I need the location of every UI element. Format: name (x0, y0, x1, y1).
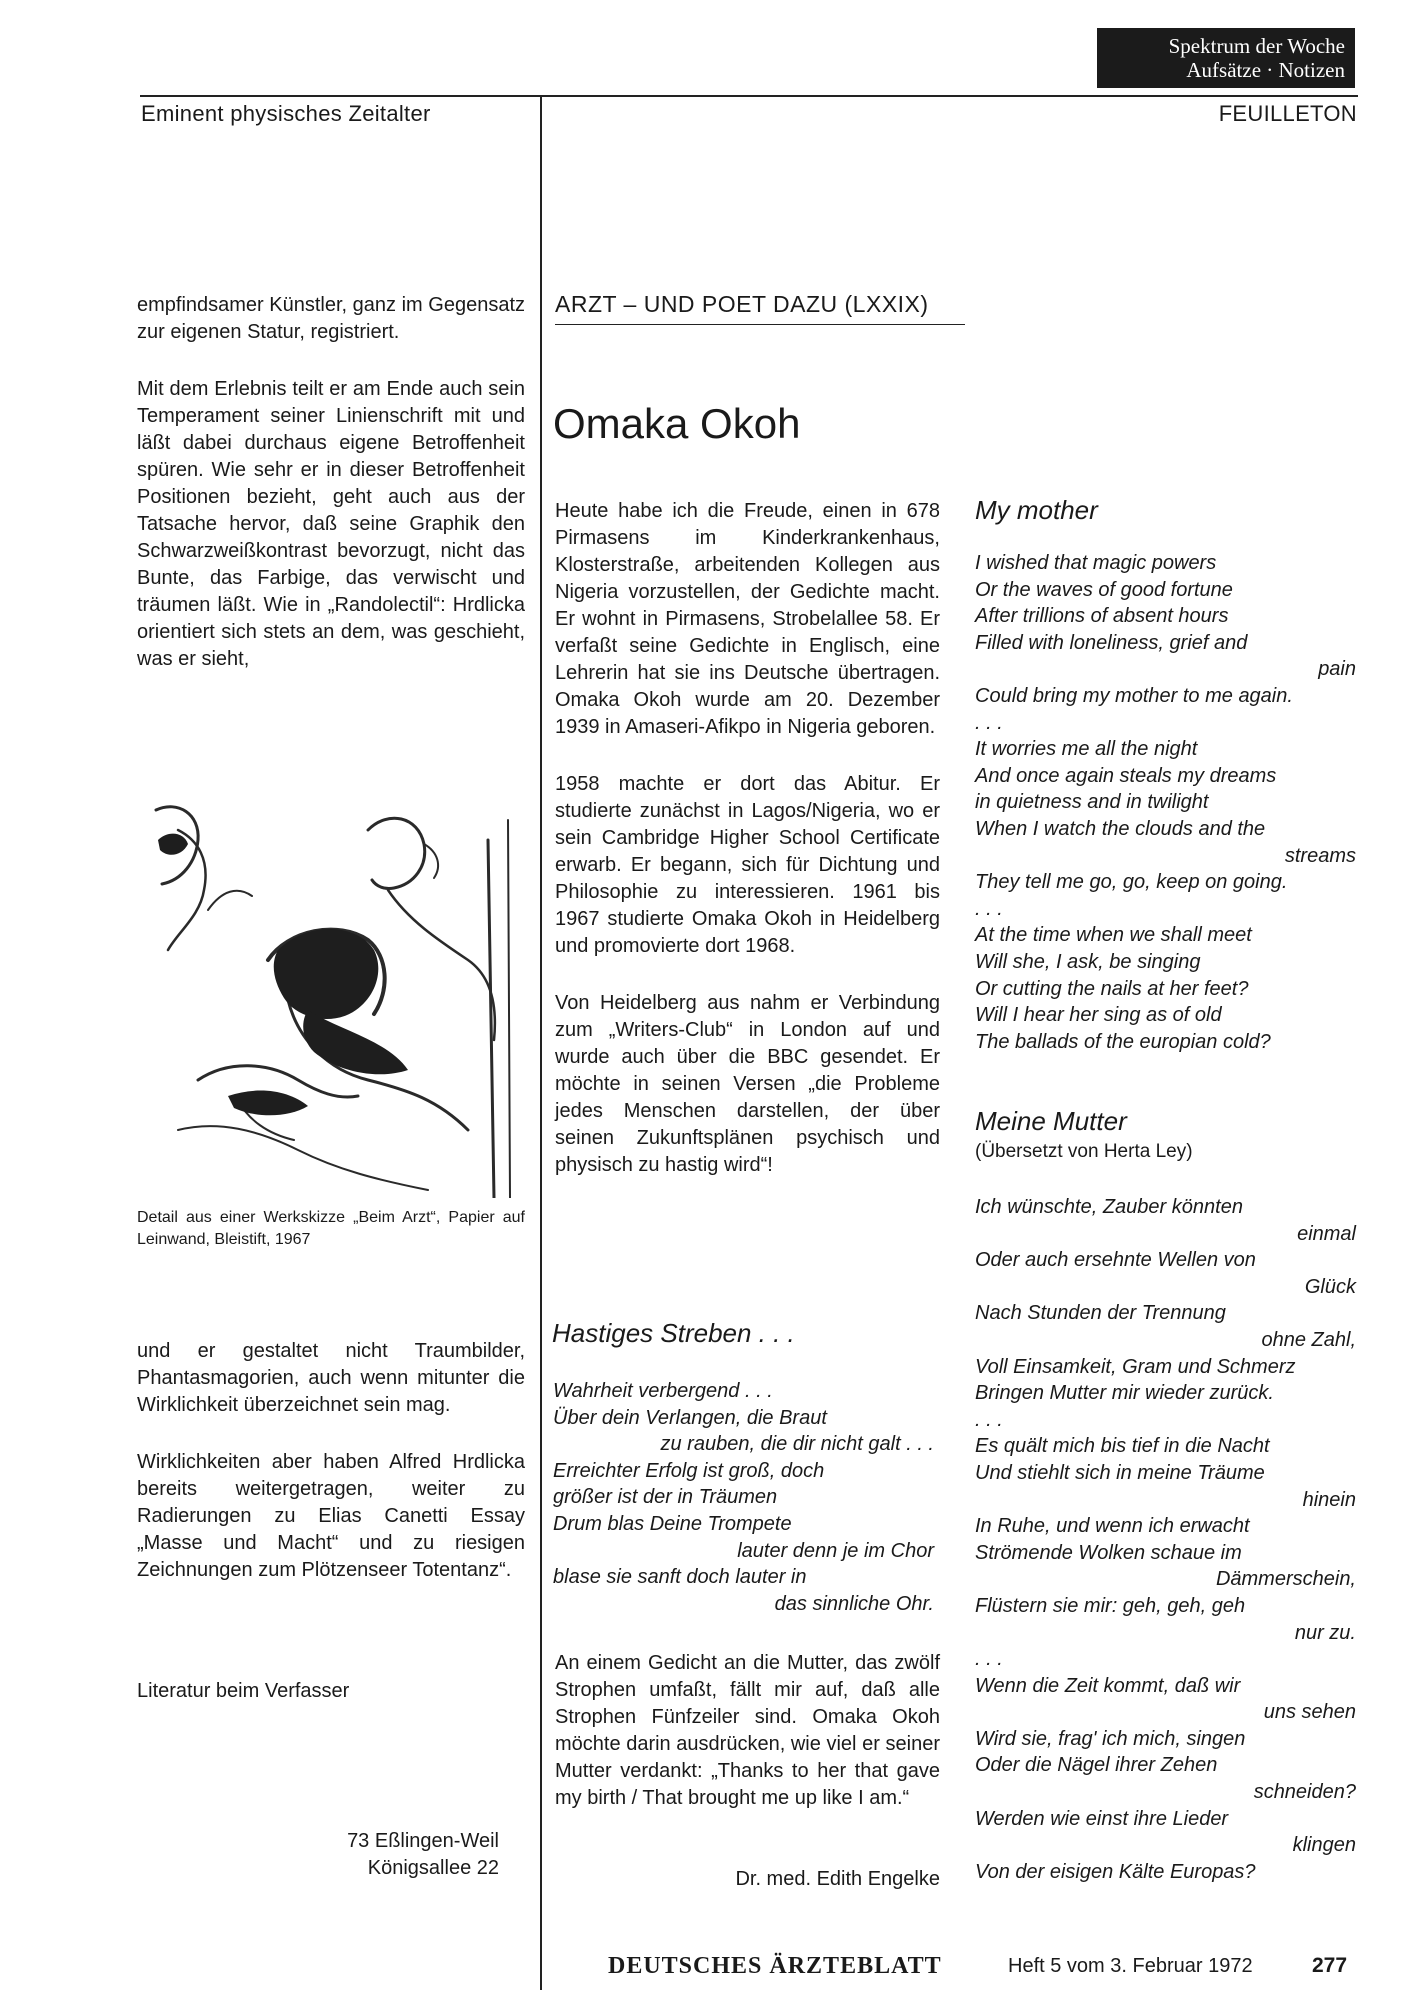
poem-line: Nach Stunden der Trennung (975, 1302, 1226, 1325)
poem-line: It worries me all the night (975, 738, 1198, 761)
poem-line: Voll Einsamkeit, Gram und Schmerz (975, 1355, 1296, 1378)
article-paragraph-3: Von Heidelberg aus nahm er Verbindung zum „Writers-Club“ in London auf und wurde auch über die BBC gesendet. Er möchte in seinen Versen „die Probleme jedes Menschen darstellen, der über seinen Zukunftsplänen psychisch und physisch zu hastig wird“! (555, 992, 940, 1176)
left-paragraph-4: Wirklichkeiten aber haben Alfred Hrdlicka bereits weitergetragen, weiter zu Radierungen zu Elias Canetti Essay „Masse und Macht“ und zu riesigen Zeichnungen zum Plötzenseer Totentanz“. (137, 1451, 525, 1581)
sketch-stroke (368, 818, 425, 888)
poem-line: Über dein Verlangen, die Braut (553, 1406, 827, 1429)
poem-line: . . . (975, 897, 1003, 920)
poem-hastiges-streben-title: Hastiges Streben . . . (552, 1318, 795, 1348)
poem-line: Von der eisigen Kälte Europas? (975, 1860, 1256, 1883)
article-paragraph-1: Heute habe ich die Freude, einen in 678 Pirmasens im Kinderkrankenhaus, Klosterstraße, arbeitenden Kollegen aus Nigeria vorzustellen, der Gedichte macht. Er wohnt in Pirmasens, Strobelallee 58. Er verfaßt seine Gedichte in Englisch, eine Lehrerin hat sie ins Deutsche übertragen. Omaka Okoh wurde am 20. Dezember 1939 in Amaseri-Afikpo in Nigeria geboren. (555, 500, 940, 738)
poem-meine-mutter (975, 1194, 1356, 1885)
article-paragraph-2: 1958 machte er dort das Abitur. Er studierte zunächst in Lagos/Nigeria, wo er sein Cambridge Higher School Certificate erwarb. Er begann, sich für Dichtung und Philosophie zu interessieren. 1961 bis 1967 studierte Omaka Okoh in Heidelberg und promovierte dort 1968. (555, 773, 940, 957)
section-tag (1097, 28, 1355, 88)
poem-meine-mutter-title: Meine Mutter (975, 1106, 1127, 1136)
poem-my-mother-title: My mother (975, 495, 1098, 525)
article-column-end (555, 1650, 940, 1842)
rubric-rule (555, 324, 965, 325)
poem-line: Flüstern sie mir: geh, geh, geh (975, 1594, 1246, 1617)
column-divider (540, 95, 542, 1990)
poem-line: Es quält mich bis tief in die Nacht (975, 1435, 1270, 1458)
poem-line: lauter denn je im Chor (737, 1539, 934, 1562)
poem-line: Dämmerschein, (1215, 1568, 1356, 1591)
footer-issue: Heft 5 vom 3. Februar 1972 (1008, 1955, 1253, 1977)
sketch-stroke (508, 820, 510, 1198)
address (137, 1828, 499, 1882)
poem-line: Und stiehlt sich in meine Träume (975, 1461, 1265, 1484)
poem-line: klingen (1292, 1834, 1356, 1857)
poem-line: Could bring my mother to me again. (975, 684, 1293, 707)
poem-hastiges-streben (553, 1378, 934, 1617)
sketch-stroke (488, 840, 494, 1198)
sketch-shadow (303, 1010, 408, 1074)
poem-line: Or the waves of good fortune (975, 578, 1233, 601)
sketch-stroke (208, 891, 252, 910)
poem-line: At the time when we shall meet (975, 924, 1252, 947)
poem-line: ohne Zahl, (1261, 1328, 1356, 1351)
running-head-right: FEUILLETON (1218, 101, 1357, 126)
sketch-shadow (228, 1091, 308, 1116)
poem-line: Will I hear her sing as of old (975, 1004, 1222, 1027)
poem-line: Wenn die Zeit kommt, daß wir (975, 1674, 1241, 1697)
poem-line: Oder die Nägel ihrer Zehen (975, 1754, 1218, 1777)
left-column-bottom (137, 1338, 525, 1614)
section-tag-line-1: Spektrum der Woche (1168, 34, 1345, 58)
poem-line: einmal (1297, 1222, 1356, 1245)
left-column-top (137, 292, 525, 703)
article-column (555, 498, 940, 1209)
section-tag-line-2: Aufsätze · Notizen (1186, 58, 1345, 82)
poem-line: Drum blas Deine Trompete (553, 1512, 792, 1535)
running-head-left: Eminent physisches Zeitalter (141, 101, 431, 126)
poem-line: Will she, I ask, be singing (975, 950, 1201, 973)
sketch-stroke (388, 890, 495, 1040)
poem-line: hinein (1302, 1488, 1356, 1511)
poem-line: Wird sie, frag' ich mich, singen (975, 1727, 1246, 1750)
poem-line: . . . (975, 1408, 1003, 1431)
translator-note: (Übersetzt von Herta Ley) (975, 1141, 1193, 1162)
footer-journal: DEUTSCHES ÄRZTEBLATT (608, 1953, 942, 1979)
poem-line: Erreichter Erfolg ist groß, doch (553, 1459, 825, 1482)
poem-line: When I watch the clouds and the (975, 817, 1266, 840)
poem-line: blase sie sanft doch lauter in (553, 1566, 807, 1589)
left-paragraph-1: empfindsamer Künstler, ganz im Gegensatz zur eigenen Statur, registriert. (137, 294, 525, 343)
poem-line: In Ruhe, und wenn ich erwacht (975, 1515, 1250, 1538)
poem-line: größer ist der in Träumen (553, 1486, 778, 1509)
poem-line: I wished that magic powers (975, 552, 1217, 574)
poem-line: schneiden? (1253, 1781, 1356, 1804)
article-paragraph-4: An einem Gedicht an die Mutter, das zwölf Strophen umfaßt, fällt mir auf, daß alle Strophen Fünfzeiler sind. Omaka Okoh möchte darin ausdrücken, wie viel er seiner Mutter verdankt: „Thanks to her that gave my birth / That brought me up like I am.“ (555, 1652, 940, 1809)
sketch-stroke (178, 1126, 428, 1190)
sketch-shadow (158, 834, 188, 855)
poem-line: The ballads of the europian cold? (975, 1030, 1271, 1053)
poem-line: Werden wie einst ihre Lieder (975, 1807, 1229, 1830)
poem-line: And once again steals my dreams (975, 764, 1277, 787)
poem-line: Strömende Wolken schaue im (975, 1541, 1242, 1564)
left-paragraph-3: und er gestaltet nicht Traumbilder, Phantasmagorien, auch wenn mitunter die Wirklichkeit überzeichnet sein mag. (137, 1340, 525, 1416)
poem-line: streams (1284, 844, 1356, 867)
article-author: Dr. med. Edith Engelke (735, 1868, 940, 1890)
address-line-2: Königsallee 22 (367, 1857, 499, 1879)
series-rubric: ARZT – UND POET DAZU (LXXIX) (555, 291, 929, 317)
address-line-1: 73 Eßlingen-Weil (347, 1830, 499, 1852)
figure-caption: Detail aus einer Werkskizze „Beim Arzt“, Papier auf Leinwand, Bleistift, 1967 (137, 1209, 525, 1248)
poem-my-mother (975, 550, 1356, 1055)
poem-line: uns sehen (1263, 1701, 1356, 1724)
poem-line: in quietness and in twilight (975, 791, 1209, 814)
poem-line: pain (1318, 658, 1356, 681)
poem-line: Wahrheit verbergend . . . (553, 1380, 773, 1402)
left-paragraph-2: Mit dem Erlebnis teilt er am Ende auch sein Temperament seiner Linienschrift mit und läßt dabei durchaus eigene Betroffenheit spüren. Wie sehr er in dieser Betroffenheit Positionen bezieht, geht auch aus der Tatsache hervor, daß seine Graphik den Schwarzweißkontrast bevorzugt, nicht das Bunte, das Farbige, das verwischt und träumen läßt. Wie in „Randolectil“: Hrdlicka orientiert sich stets an dem, was geschieht, was er sieht, (137, 378, 525, 670)
sketch-illustration (138, 800, 522, 1198)
poem-line: zu rauben, die dir nicht galt . . . (660, 1433, 934, 1456)
poem-line: . . . (975, 711, 1003, 734)
poem-line: Bringen Mutter mir wieder zurück. (975, 1382, 1274, 1405)
poem-line: Or cutting the nails at her feet? (975, 977, 1249, 1000)
footer-page-number: 277 (1312, 1954, 1348, 1977)
poem-line: After trillions of absent hours (975, 605, 1229, 628)
article-title: Omaka Okoh (553, 400, 801, 447)
literature-note: Literatur beim Verfasser (137, 1680, 350, 1702)
header-rule (140, 95, 1358, 97)
poem-line: Oder auch ersehnte Wellen von (975, 1249, 1256, 1272)
poem-line: Glück (1304, 1275, 1356, 1298)
poem-line: Filled with loneliness, grief and (975, 631, 1248, 654)
poem-line: nur zu. (1294, 1621, 1356, 1644)
poem-line: das sinnliche Ohr. (774, 1592, 934, 1615)
poem-line: . . . (975, 1648, 1003, 1671)
poem-line: Ich wünschte, Zauber könnten (975, 1196, 1243, 1218)
poem-line: They tell me go, go, keep on going. (975, 871, 1288, 894)
